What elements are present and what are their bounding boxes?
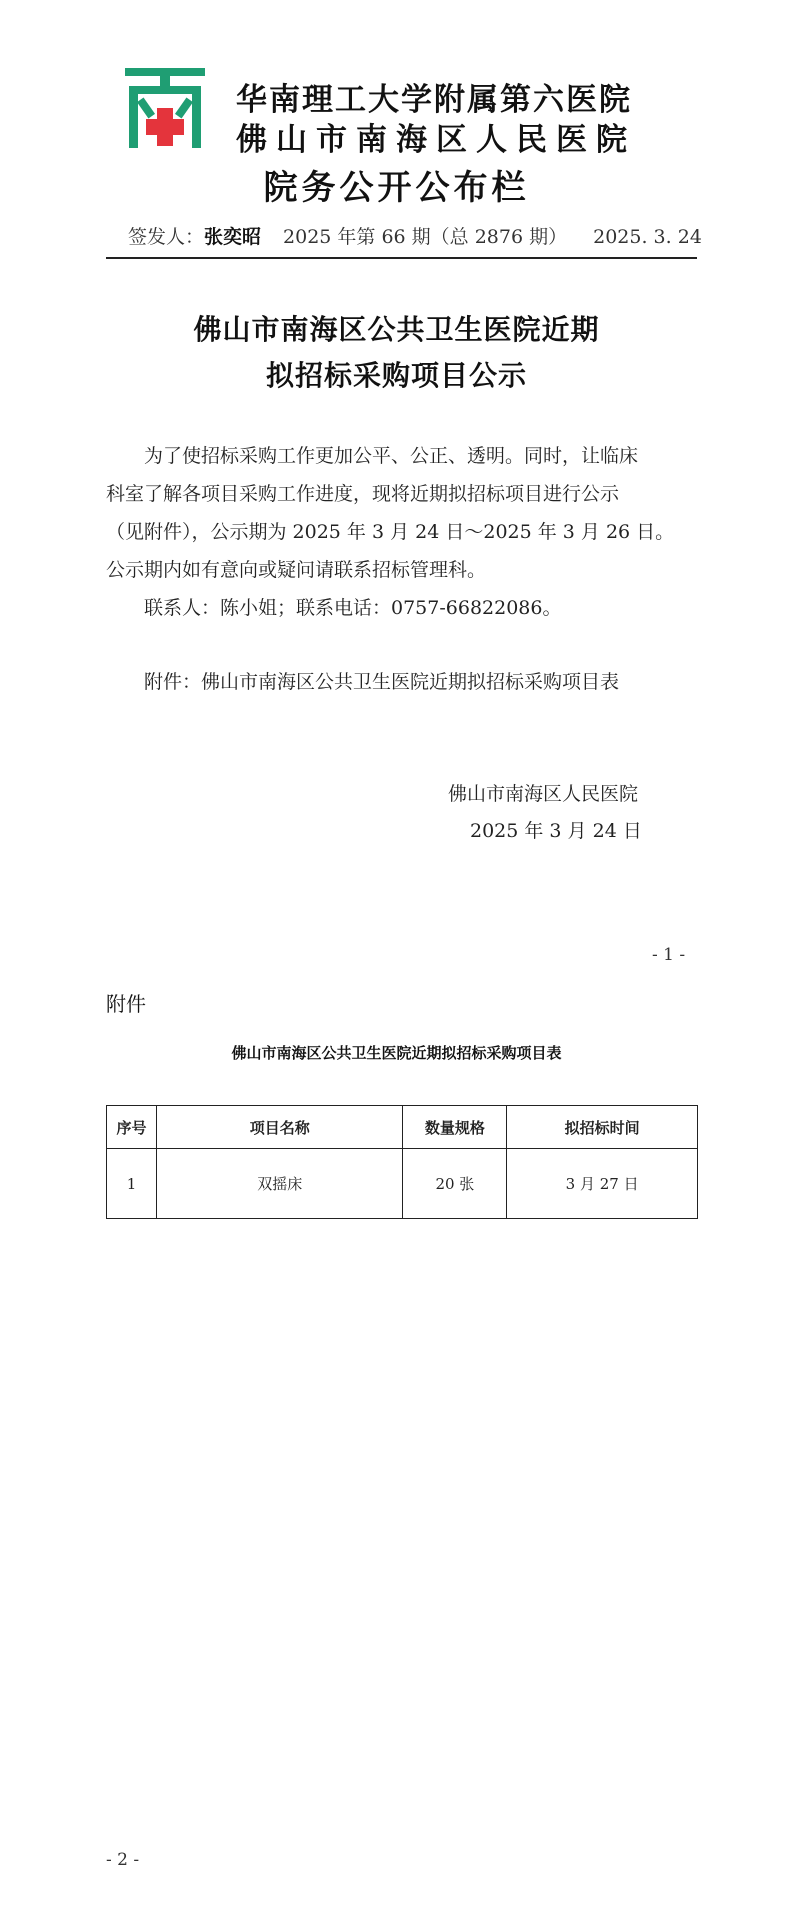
cell-item-name: 双摇床 [156,1149,403,1219]
signature-date: 2025 年 3 月 24 日 [470,820,642,842]
hospital-logo-icon [125,68,205,148]
notice-title-line1: 佛山市南海区公共卫生医院近期 [193,313,600,346]
header-divider [106,257,697,259]
column-header-tender-time: 拟招标时间 [507,1106,698,1149]
attachment-reference: 附件：佛山市南海区公共卫生医院近期拟招标采购项目表 [144,671,620,693]
notice-para1-line3: （见附件），公示期为 2025 年 3 月 24 日～2025 年 3 月 26 日。 [106,521,675,543]
column-header-quantity: 数量规格 [403,1106,507,1149]
attachment-label: 附件 [106,992,146,1016]
board-title: 院务公开公布栏 [263,168,530,208]
cell-index: 1 [107,1149,157,1219]
notice-para1-line2: 科室了解各项目采购工作进度，现将近期拟招标项目进行公示 [106,483,620,505]
procurement-table [106,1105,698,1219]
signer-label: 签发人： [128,226,205,248]
signature-organization: 佛山市南海区人民医院 [448,783,639,805]
signer-line [128,222,702,249]
hospital-name-line2: 佛山市南海区人民医院 [236,122,636,158]
notice-title-line2: 拟招标采购项目公示 [265,359,527,392]
cell-quantity: 20 张 [403,1149,507,1219]
table-title: 佛山市南海区公共卫生医院近期拟招标采购项目表 [231,1044,562,1062]
table-header-row [107,1106,698,1149]
signer-name: 张奕昭 [204,226,262,248]
notice-para1-line1: 为了使招标采购工作更加公平、公正、透明。同时，让临床 [144,445,639,467]
issue-date: 2025. 3. 24 [593,226,702,248]
issue-info: 2025 年第 66 期（总 2876 期） [283,226,568,248]
cell-tender-time: 3 月 27 日 [507,1149,698,1219]
hospital-name-line1: 华南理工大学附属第六医院 [236,82,632,118]
notice-para1-line4: 公示期内如有意向或疑问请联系招标管理科。 [106,559,487,581]
table-row [107,1149,698,1219]
page-number: - 1 - [652,945,686,965]
column-header-index: 序号 [107,1106,157,1149]
column-header-item-name: 项目名称 [156,1106,403,1149]
contact-line: 联系人：陈小姐；联系电话：0757-66822086。 [144,597,562,619]
page-number-2: - 2 - [106,1850,140,1870]
